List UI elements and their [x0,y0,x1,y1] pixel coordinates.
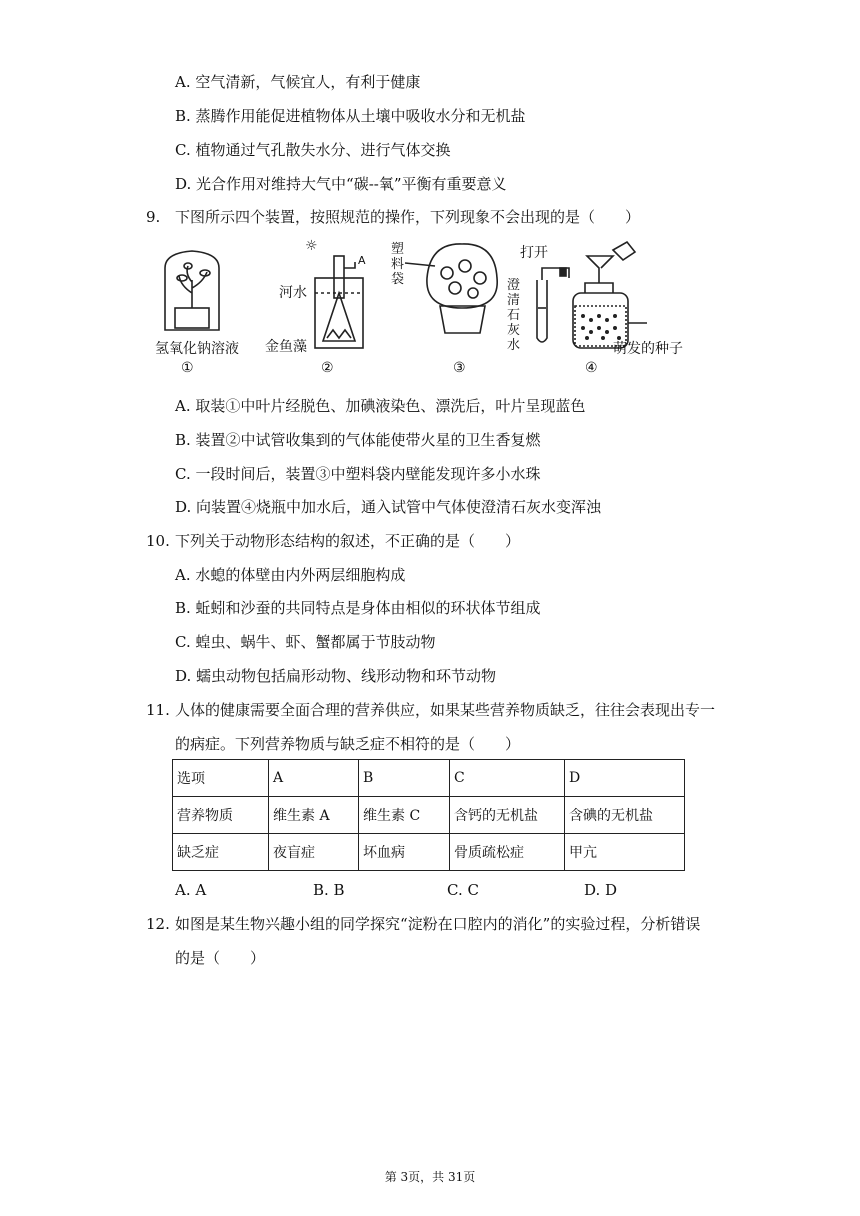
table-cell: 含钙的无机盐 [450,797,565,834]
label-a: A [358,254,366,267]
q8-option-d: D. 光合作用对维持大气中“碳--氧”平衡有重要意义 [175,175,507,193]
q11-option-c: C. C [447,881,479,899]
figure-num-2: ② [321,360,334,376]
q10-option-b: B. 蚯蚓和沙蚕的共同特点是身体由相似的环状体节组成 [175,599,541,617]
table-cell: 骨质疏松症 [450,834,565,871]
sun-icon: ☼ [305,238,318,254]
q9-option-b: B. 装置②中试管收集到的气体能使带火星的卫生香复燃 [175,431,541,449]
table-cell: B [359,760,450,797]
q10-option-d: D. 蠕虫动物包括扁形动物、线形动物和环节动物 [175,667,497,685]
q10-text: 下列关于动物形态结构的叙述，不正确的是（ ） [175,532,521,550]
q9-text: 下图所示四个装置，按照规范的操作，下列现象不会出现的是（ ） [175,208,641,226]
q12-text-line2: 的是（ ） [175,949,266,967]
q12-text-line1: 如图是某生物兴趣小组的同学探究“淀粉在口腔内的消化”的实验过程，分析错误 [175,915,701,933]
table-cell: 营养物质 [173,797,269,834]
table-cell: 缺乏症 [173,834,269,871]
q9-option-c: C. 一段时间后，装置③中塑料袋内壁能发现许多小水珠 [175,465,541,483]
q8-option-b: B. 蒸腾作用能促进植物体从土壤中吸收水分和无机盐 [175,107,526,125]
q11-number: 11. [146,701,170,719]
table-cell: C [450,760,565,797]
q11-option-d: D. D [584,881,618,899]
q11-text-line1: 人体的健康需要全面合理的营养供应，如果某些营养物质缺乏，往往会表现出专一 [175,701,716,719]
label-naoh: 氢氧化钠溶液 [155,341,239,357]
q11-option-a: A. A [175,881,207,899]
q11-option-b: B. B [313,881,345,899]
q10-option-c: C. 蝗虫、蜗牛、虾、蟹都属于节肢动物 [175,633,436,651]
q10-number: 10. [146,532,170,550]
q11-text-line2: 的病症。下列营养物质与缺乏症不相符的是（ ） [175,735,521,753]
apparatus-drawing [155,238,700,383]
table-cell: D [565,760,685,797]
label-open: 打开 [520,245,548,261]
q10-option-a: A. 水螅的体壁由内外两层细胞构成 [175,566,406,584]
q8-option-a: A. 空气清新，气候宜人，有利于健康 [175,73,421,91]
label-plastic-bag: 塑料袋 [391,242,405,287]
table-row [173,760,685,797]
label-limewater: 澄清石灰水 [507,278,521,353]
figure-num-1: ① [181,360,194,376]
table-row [173,834,685,871]
label-germinating-seeds: 萌发的种子 [613,341,683,357]
table-cell: 含碘的无机盐 [565,797,685,834]
figure-num-3: ③ [453,360,466,376]
table-row [173,797,685,834]
q9-figure [155,238,700,383]
table-cell: 维生素 A [269,797,359,834]
q12-number: 12. [146,915,170,933]
q9-option-a: A. 取装①中叶片经脱色、加碘液染色、漂洗后，叶片呈现蓝色 [175,397,586,415]
q8-option-c: C. 植物通过气孔散失水分、进行气体交换 [175,141,451,159]
table-cell: 甲亢 [565,834,685,871]
label-river-water: 河水 [279,285,307,301]
figure-num-4: ④ [585,360,598,376]
table-cell: 坏血病 [359,834,450,871]
page-footer: 第 3页，共 31页 [384,1170,476,1184]
q9-option-d: D. 向装置④烧瓶中加水后，通入试管中气体使澄清石灰水变浑浊 [175,498,602,516]
table-cell: 维生素 C [359,797,450,834]
label-goldfish-weed: 金鱼藻 [265,339,307,355]
table-cell: 夜盲症 [269,834,359,871]
nutrient-table [172,759,685,871]
table-cell: 选项 [173,760,269,797]
q9-number: 9. [146,208,161,226]
table-cell: A [269,760,359,797]
